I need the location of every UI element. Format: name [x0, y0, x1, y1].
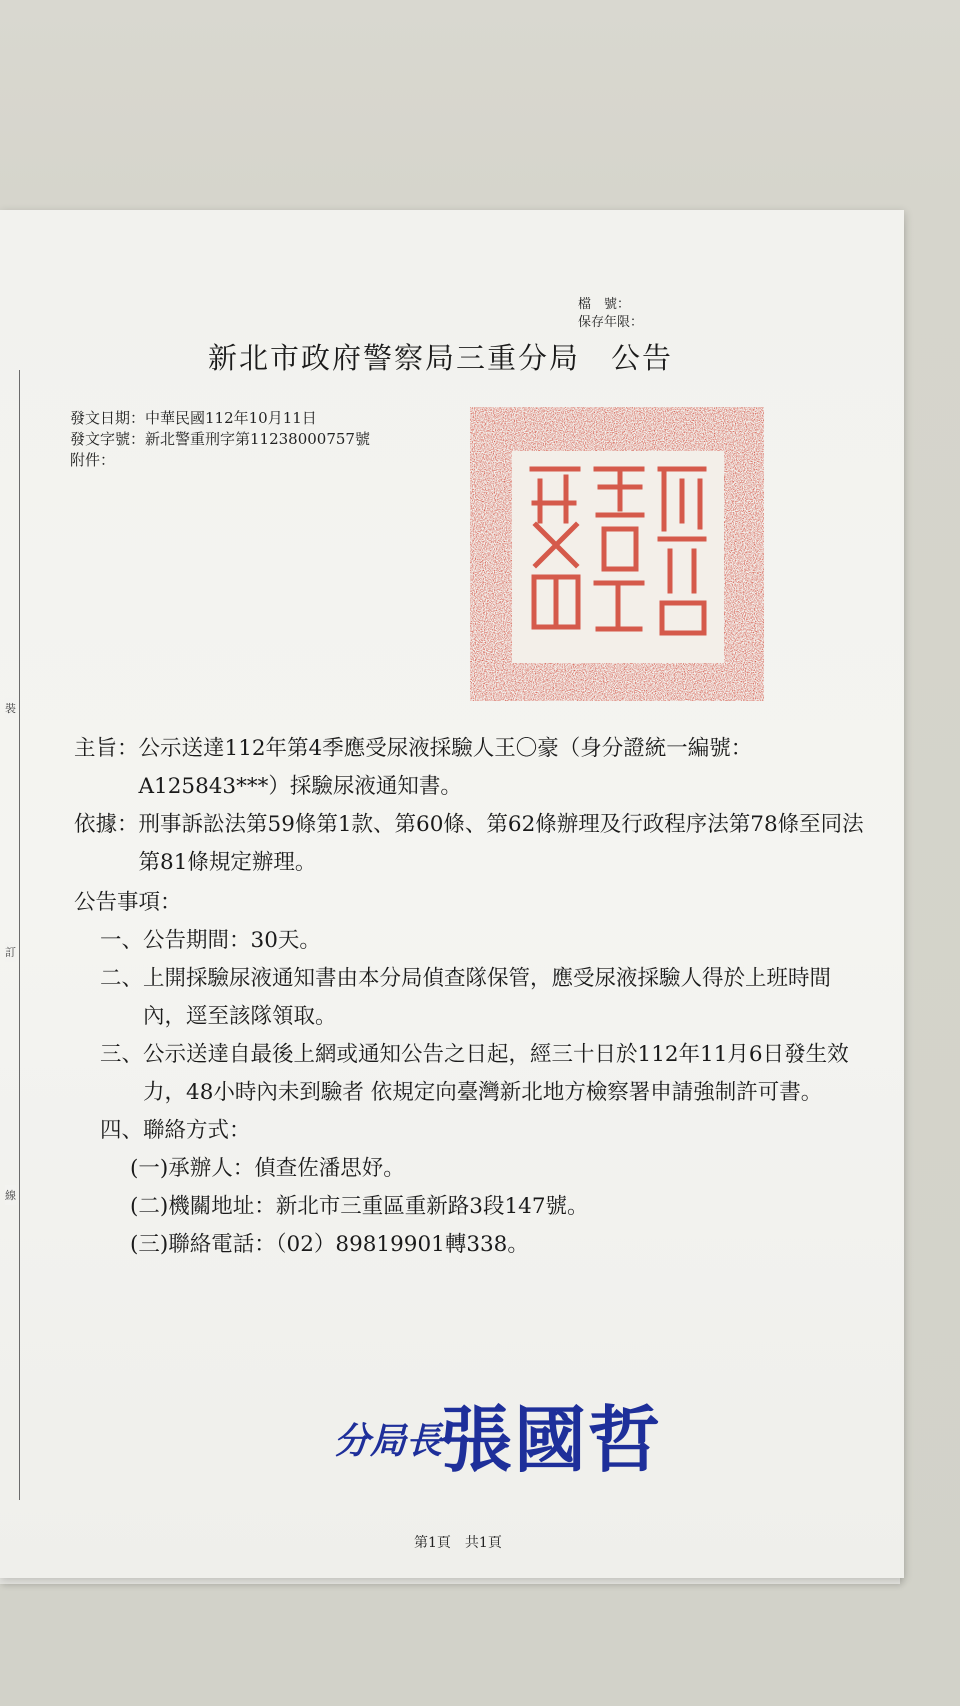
issue-date: 發文日期：中華民國112年10月11日 — [70, 409, 317, 427]
notice-item — [100, 960, 864, 1036]
contact-item-number: (二) — [130, 1194, 169, 1219]
notice-item-text: 公告期間：30天。 — [143, 928, 321, 953]
subject-section — [74, 730, 864, 806]
notice-item — [100, 1036, 864, 1112]
contact-item-number: (三) — [130, 1232, 169, 1257]
notice-item — [100, 1112, 864, 1150]
document-page — [0, 210, 904, 1578]
signature-name: 張國哲 — [440, 1397, 663, 1482]
notice-heading: 公告事項： — [74, 890, 182, 915]
subject-text: 公示送達112年第4季應受尿液採驗人王〇豪（身分證統一編號：A125843***）採驗尿液通知書。 — [138, 736, 753, 799]
signature-title: 分局長 — [334, 1420, 443, 1462]
contact-item — [130, 1188, 864, 1226]
notice-item — [100, 922, 864, 960]
basis-text: 刑事訴訟法第59條第1款、第60條、第62條辦理及行政程序法第78條至同法第81條規定辦理。 — [138, 812, 864, 875]
signature-stamp — [330, 1375, 670, 1485]
file-meta — [578, 296, 643, 332]
basis-heading: 依據： — [74, 812, 139, 837]
document-number: 發文字號：新北警重刑字第11238000757號 — [70, 430, 370, 448]
contact-item — [130, 1150, 864, 1188]
notice-item-number: 四、 — [100, 1118, 144, 1143]
document-body — [74, 730, 864, 1264]
binding-line — [19, 370, 20, 1500]
contact-item-text: 承辦人：偵查佐潘思妤。 — [168, 1156, 405, 1181]
binding-mark-ding: 訂 — [5, 942, 16, 962]
page-number: 第1頁 共1頁 — [414, 1535, 502, 1551]
notice-item-number: 二、 — [100, 966, 144, 991]
file-number-label: 檔 號： — [578, 297, 631, 312]
subject-heading: 主旨： — [74, 736, 139, 761]
contact-item-text: 聯絡電話：（02）89819901轉338。 — [168, 1232, 529, 1257]
contact-item-text: 機關地址：新北市三重區重新路3段147號。 — [168, 1194, 589, 1219]
binding-mark-xian: 線 — [5, 1185, 16, 1205]
attachment-label: 附件： — [70, 451, 116, 469]
notice-item-text: 公示送達自最後上網或通知公告之日起，經三十日於112年11月6日發生效力，48小時內未到驗者 依規定向臺灣新北地方檢察署申請強制許可書。 — [143, 1042, 849, 1105]
issue-info — [70, 408, 370, 471]
retention-period-label: 保存年限： — [578, 315, 644, 330]
official-seal — [470, 407, 764, 701]
basis-section — [74, 806, 864, 882]
notice-item-text: 聯絡方式： — [143, 1118, 251, 1143]
notice-item-number: 一、 — [100, 928, 144, 953]
notice-item-text: 上開採驗尿液通知書由本分局偵查隊保管，應受尿液採驗人得於上班時間內，逕至該隊領取。 — [143, 966, 832, 1029]
document-title: 新北市政府警察局三重分局 公告 — [208, 341, 674, 375]
contact-item-number: (一) — [130, 1156, 169, 1181]
contact-item — [130, 1226, 864, 1264]
notice-item-number: 三、 — [100, 1042, 144, 1067]
binding-mark-zhuang: 裝 — [5, 698, 16, 718]
